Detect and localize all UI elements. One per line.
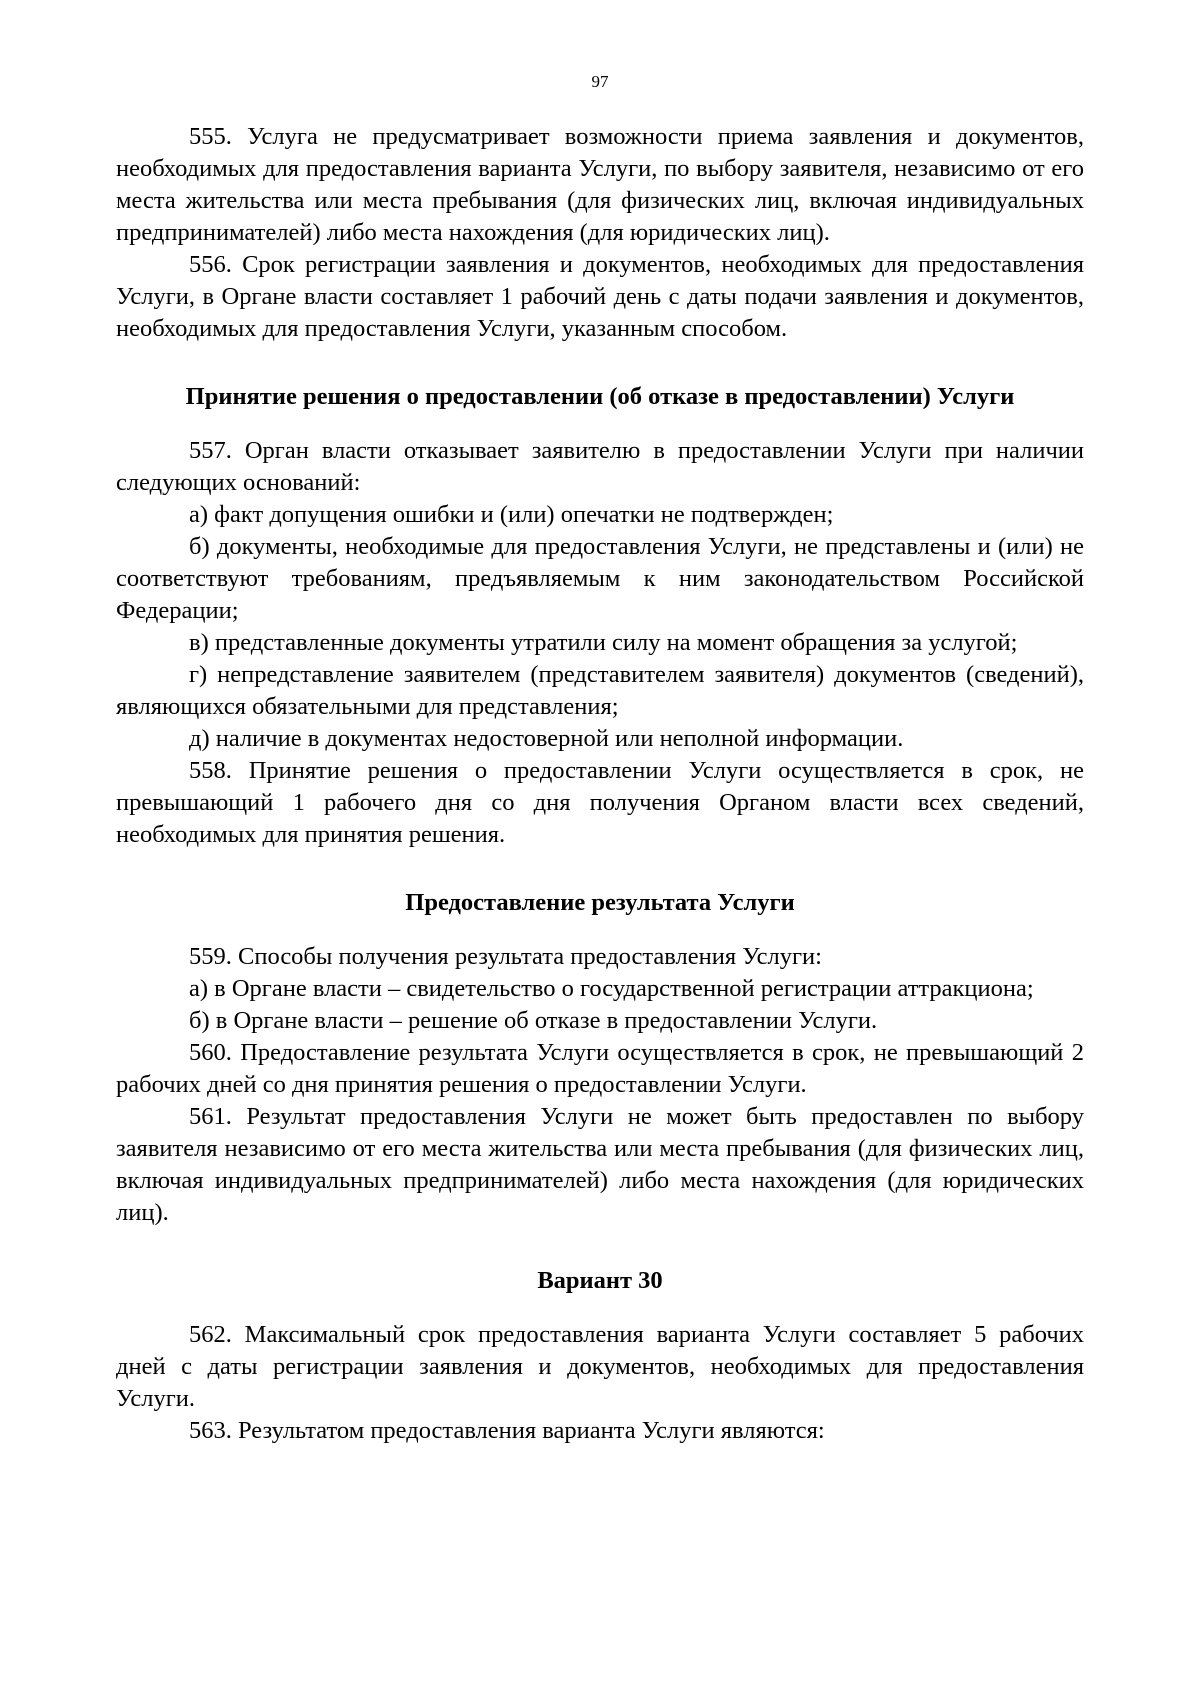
section-heading-variant-30: Вариант 30 [537, 1267, 663, 1294]
list-item-v: в) представленные документы утратили силу на момент обращения за услугой; [189, 629, 1018, 656]
section-heading-decision: Принятие решения о предоставлении (об отказе в предоставлении) Услуги [185, 383, 1015, 410]
paragraph-559: 559. Способы получения результата предоставления Услуги: [189, 943, 822, 970]
paragraph-562: 562. Максимальный срок предоставления варианта Услуги составляет 5 рабочих дней с даты регистрации заявления и документов, необходимых для предоставления Услуги. [116, 1321, 1084, 1412]
paragraph-560: 560. Предоставление результата Услуги осуществляется в срок, не превышающий 2 рабочих дней со дня принятия решения о предоставлении Услуги. [116, 1039, 1084, 1098]
paragraph-561: 561. Результат предоставления Услуги не может быть предоставлен по выбору заявителя независимо от его места жительства или места пребывания (для физических лиц, включая индивидуальных предпринимателей) либо места нахождения (для юридических лиц). [116, 1103, 1084, 1226]
list-item-g: г) непредставление заявителем (представителем заявителя) документов (сведений), являющихся обязательными для представления; [116, 661, 1084, 720]
list-item-a-result: а) в Органе власти – свидетельство о государственной регистрации аттракциона; [189, 975, 1034, 1002]
paragraph-557: 557. Орган власти отказывает заявителю в предоставлении Услуги при наличии следующих оснований: [116, 437, 1084, 496]
section-heading-result: Предоставление результата Услуги [405, 889, 795, 916]
paragraph-563: 563. Результатом предоставления варианта Услуги являются: [189, 1417, 825, 1444]
paragraph-558: 558. Принятие решения о предоставлении Услуги осуществляется в срок, не превышающий 1 рабочего дня со дня получения Органом власти всех сведений, необходимых для принятия решения. [116, 757, 1084, 848]
page-number: 97 [591, 72, 609, 91]
list-item-b: б) документы, необходимые для предоставления Услуги, не представлены и (или) не соответствуют требованиям, предъявляемым к ним законодательством Российской Федерации; [116, 533, 1084, 624]
list-item-d: д) наличие в документах недостоверной или неполной информации. [189, 725, 904, 752]
list-item-a: а) факт допущения ошибки и (или) опечатки не подтвержден; [189, 501, 834, 528]
document-body [116, 121, 1084, 1447]
list-item-b-result: б) в Органе власти – решение об отказе в предоставлении Услуги. [189, 1007, 878, 1034]
paragraph-556: 556. Срок регистрации заявления и документов, необходимых для предоставления Услуги, в Органе власти составляет 1 рабочий день с даты подачи заявления и документов, необходимых для предоставления Услуги, указанным способом. [116, 251, 1084, 342]
paragraph-555: 555. Услуга не предусматривает возможности приема заявления и документов, необходимых для предоставления варианта Услуги, по выбору заявителя, независимо от его места жительства или места пребывания (для физических лиц, включая индивидуальных предпринимателей) либо места нахождения (для юридических лиц). [116, 123, 1084, 246]
